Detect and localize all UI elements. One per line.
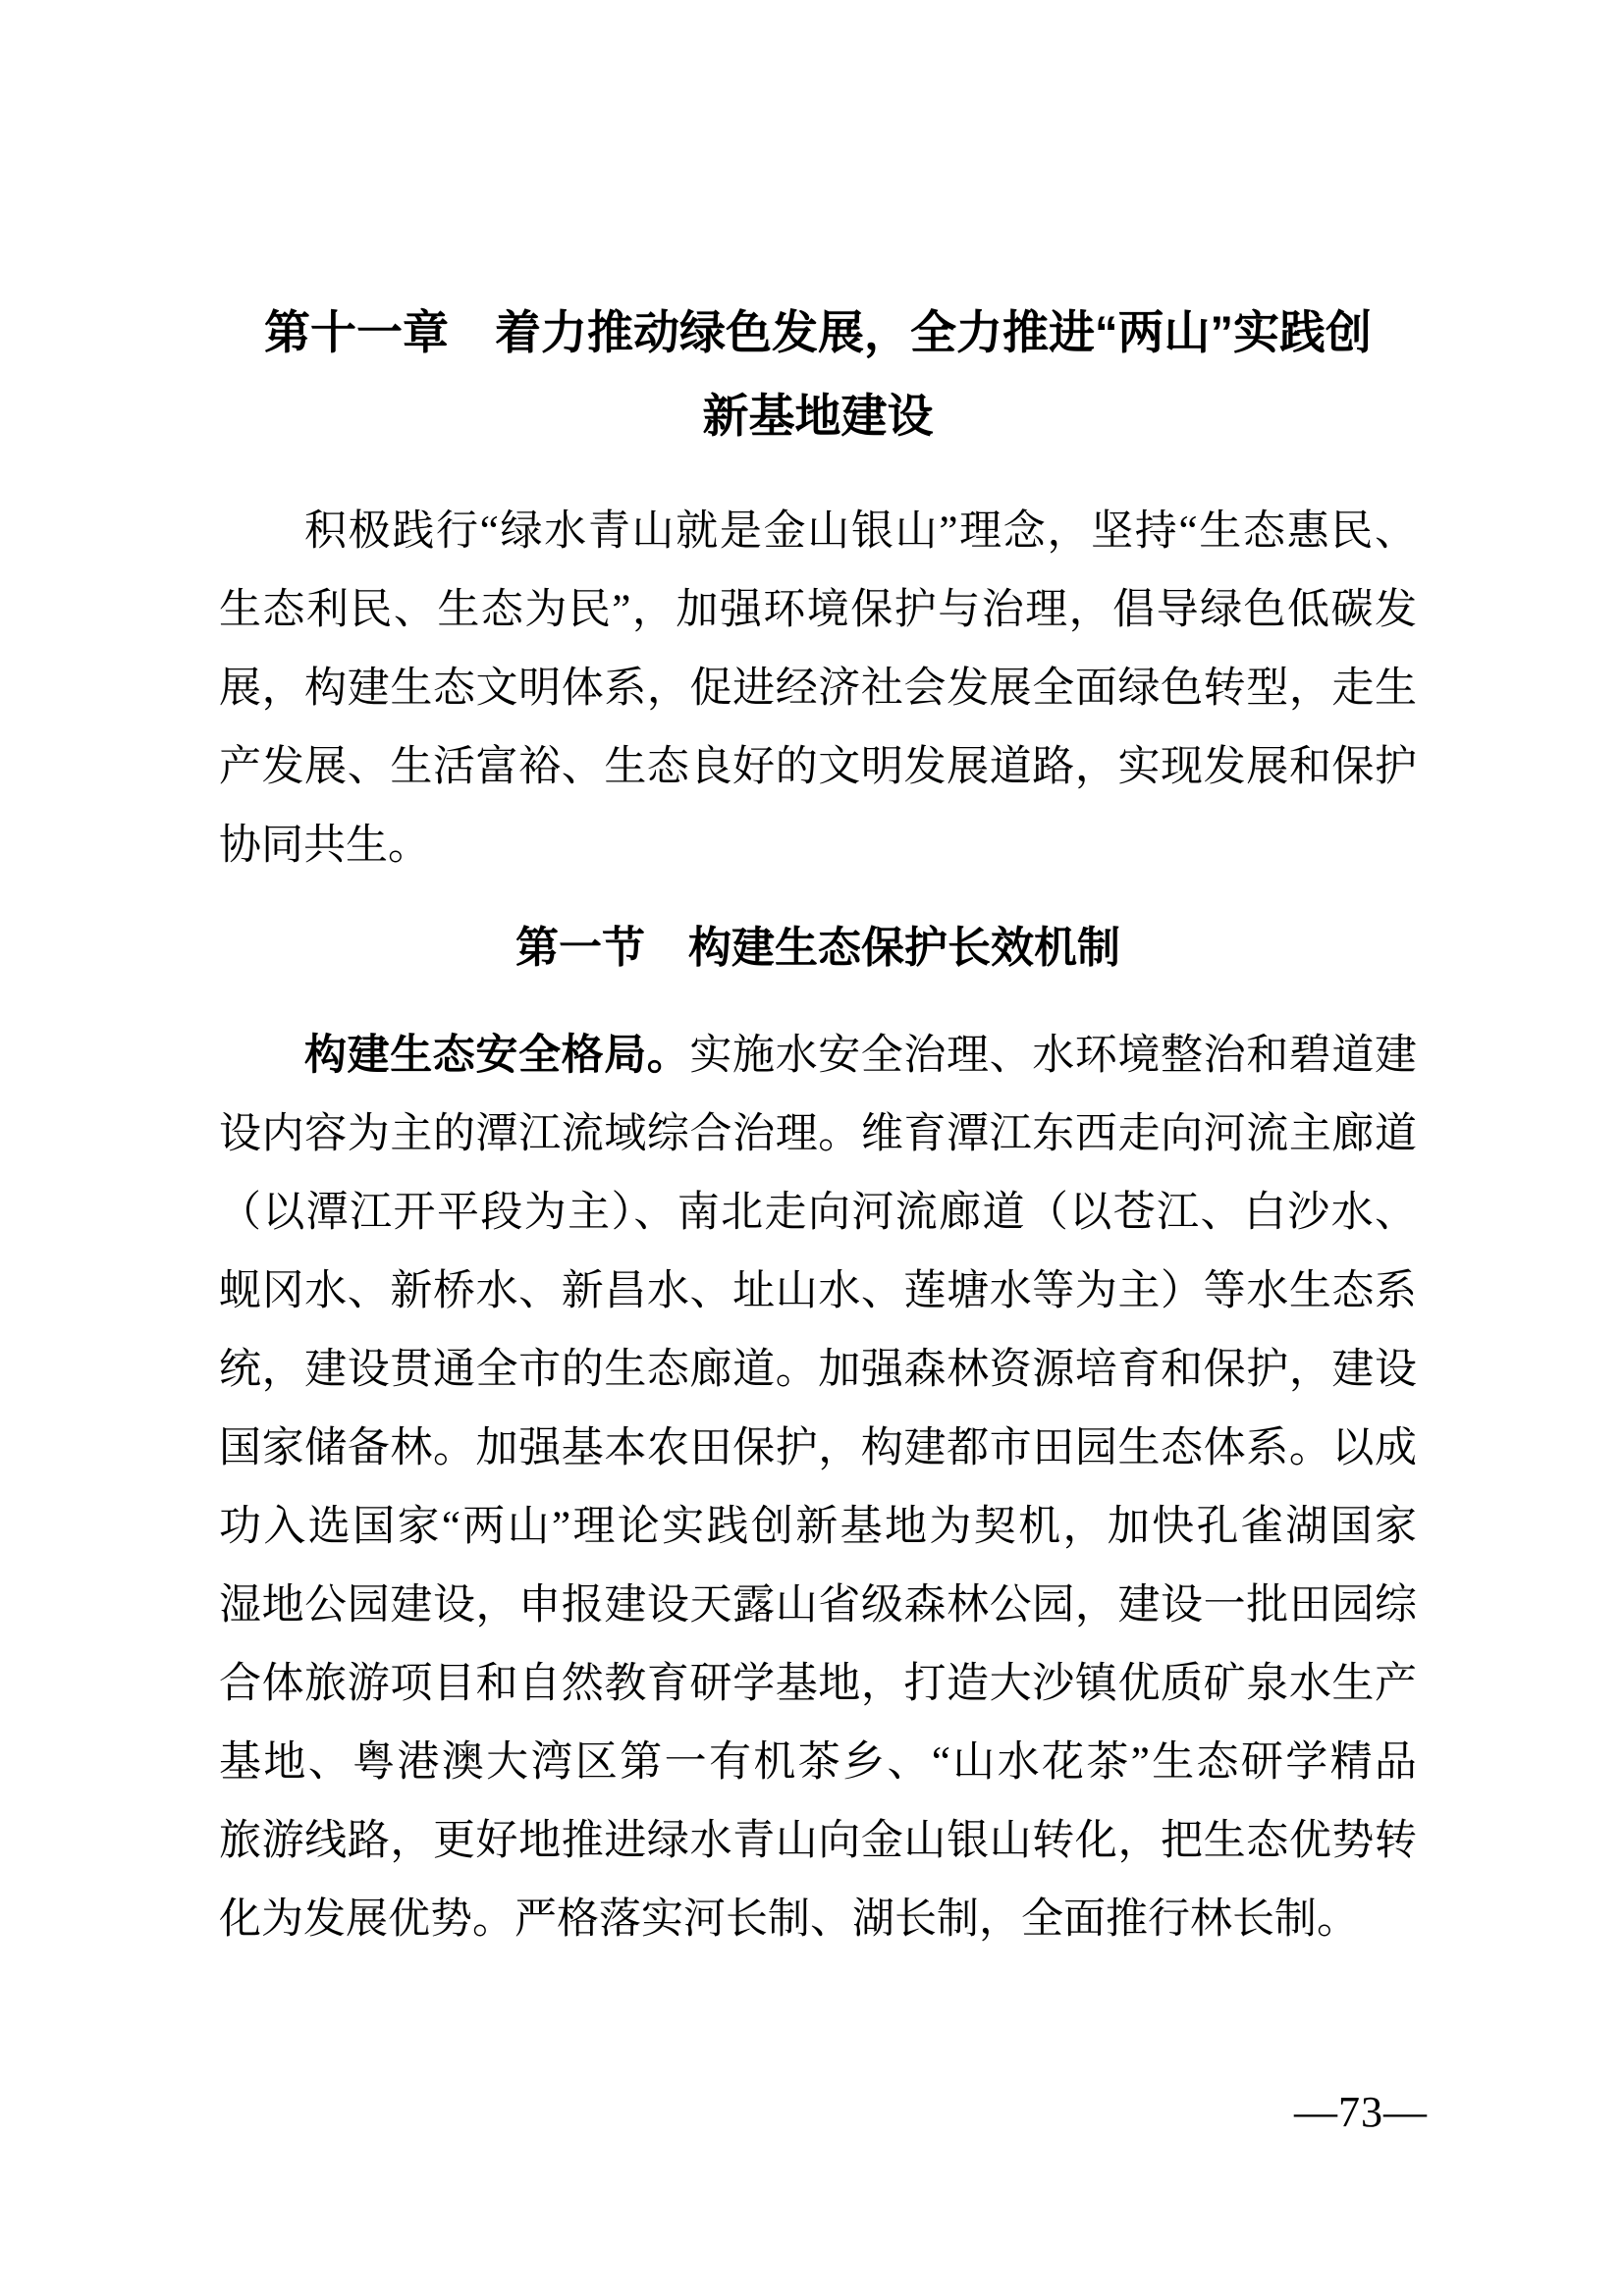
text-line: 功入选国家“两山”理论实践创新基地为契机，加快孔雀湖国家	[219, 1504, 1417, 1550]
intro-paragraph	[219, 493, 1417, 885]
text-line: 积极践行“绿水青山就是金山银山”理念，坚持“生态惠民、	[304, 508, 1417, 555]
text-line: 湿地公园建设，申报建设天露山省级森林公园，建设一批田园综	[219, 1582, 1417, 1629]
text-line: 第十一章 着力推动绿色发展，全力推进“两山”实践创	[264, 306, 1372, 358]
text-line: （以潭江开平段为主）、南北走向河流廊道（以苍江、白沙水、	[219, 1190, 1417, 1236]
text-line: 新基地建设	[702, 390, 934, 442]
paragraph-line	[219, 1016, 1417, 1095]
section-heading-text: 第一节 构建生态保护长效机制	[515, 924, 1120, 972]
text-line: 化为发展优势。严格落实河长制、湖长制，全面推行林长制。	[219, 1896, 1359, 1943]
text-line: 蚬冈水、新桥水、新昌水、址山水、莲塘水等为主）等水生态系	[219, 1268, 1417, 1314]
text-line: 旅游线路，更好地推进绿水青山向金山银山转化，把生态优势转	[219, 1818, 1417, 1864]
bold-lead-text: 构建生态安全格局。	[304, 1032, 690, 1079]
page-number: —73—	[1294, 2088, 1428, 2136]
text-line: 设内容为主的潭江流域综合治理。维育潭江东西走向河流主廊道	[219, 1111, 1417, 1157]
text-line: 合体旅游项目和自然教育研学基地，打造大沙镇优质矿泉水生产	[219, 1661, 1417, 1707]
text-line: 产发展、生活富裕、生态良好的文明发展道路，实现发展和保护	[219, 744, 1417, 790]
text-line: 协同共生。	[219, 823, 430, 869]
text-line: 生态利民、生态为民”，加强环境保护与治理，倡导绿色低碳发	[219, 587, 1417, 633]
text-line: 国家储备林。加强基本农田保护，构建都市田园生态体系。以成	[219, 1425, 1417, 1471]
body-paragraph	[219, 1016, 1417, 1959]
section-heading	[219, 909, 1417, 988]
paragraph-lines	[219, 1095, 1417, 1959]
text-line: 基地、粤港澳大湾区第一有机茶乡、“山水花茶”生态研学精品	[219, 1739, 1417, 1786]
text-line: 展，构建生态文明体系，促进经济社会发展全面绿色转型，走生	[219, 666, 1417, 712]
text-line: 统，建设贯通全市的生态廊道。加强森林资源培育和保护，建设	[219, 1347, 1417, 1393]
line-text: 实施水安全治理、水环境整治和碧道建	[689, 1033, 1418, 1079]
chapter-title	[219, 291, 1417, 457]
